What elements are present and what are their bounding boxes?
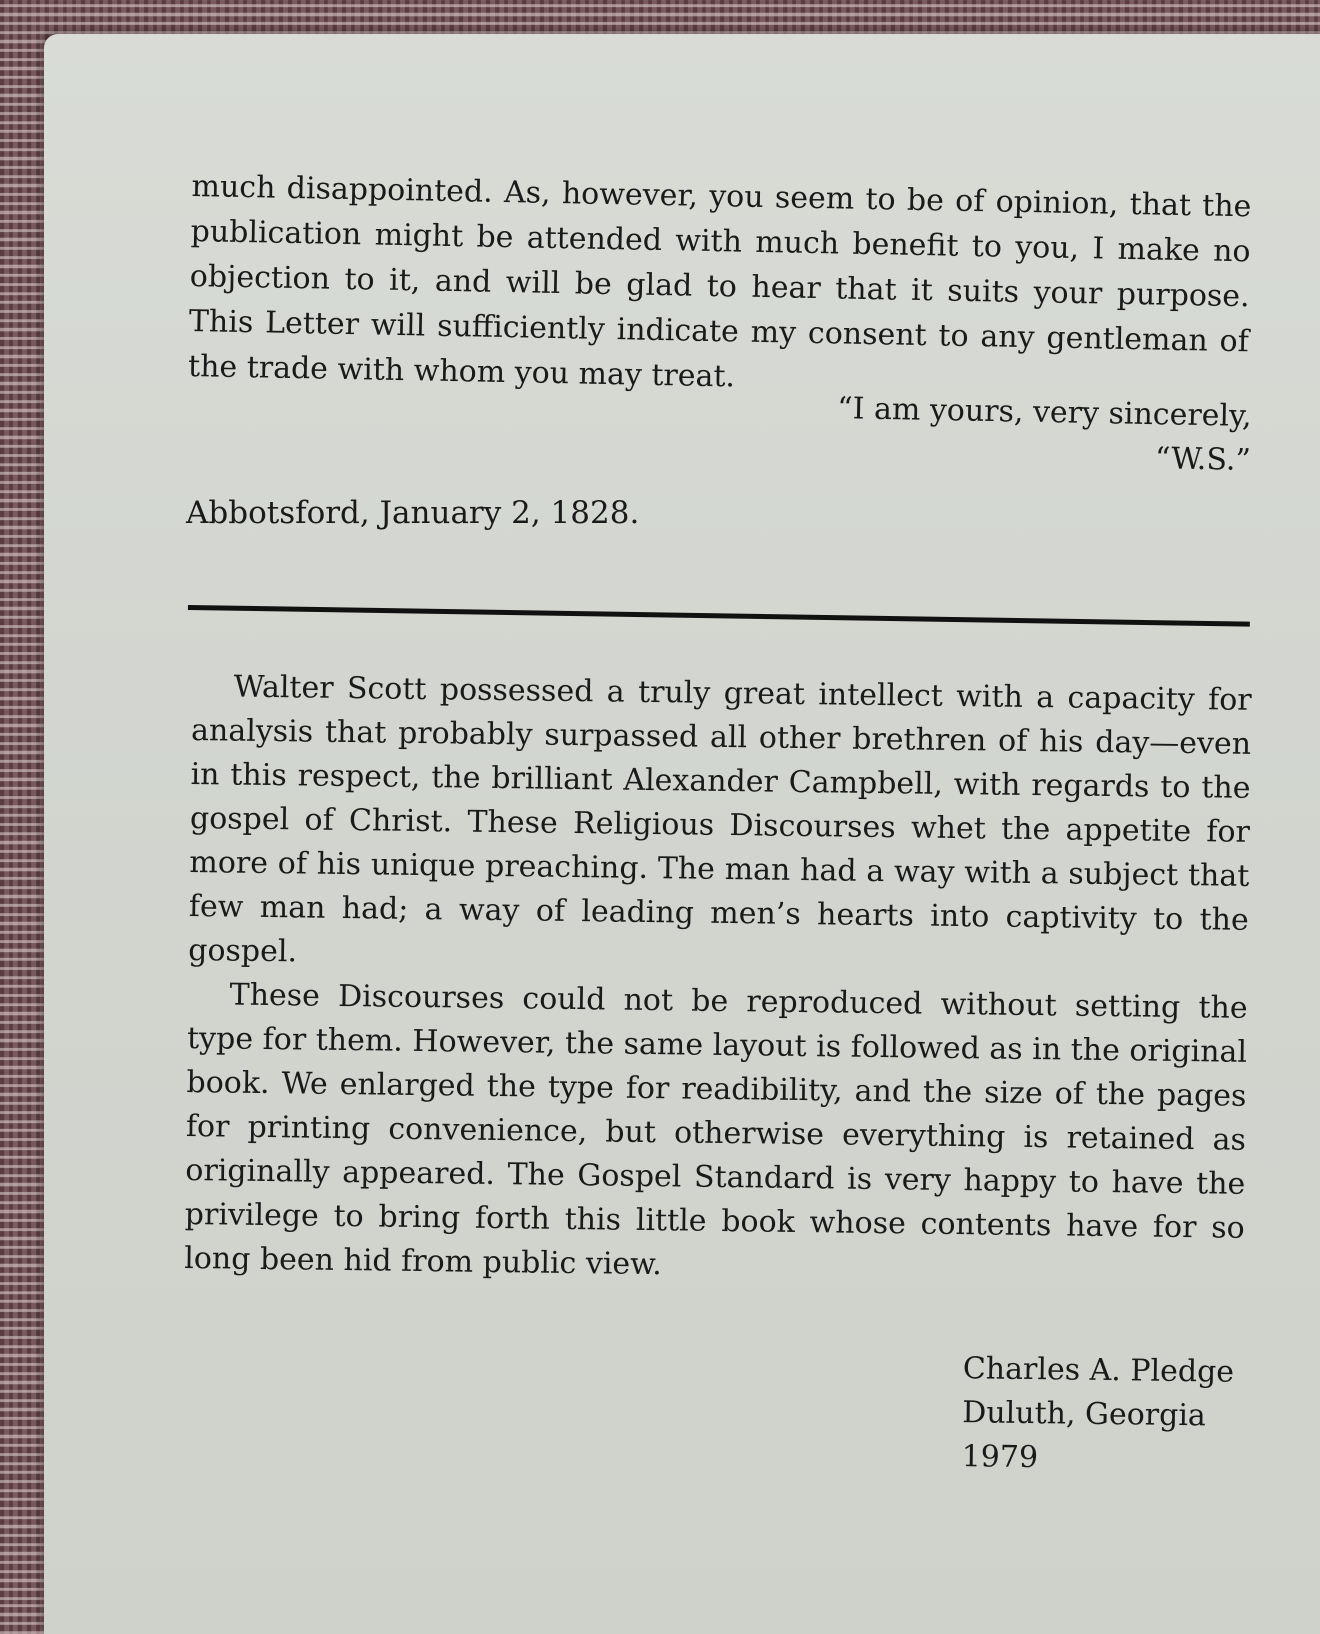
- editor-note: [181, 665, 1251, 1483]
- place-date: Abbotsford, January 2, 1828.: [186, 495, 640, 531]
- signature-year: 1979: [961, 1439, 1039, 1476]
- book-page: [44, 34, 1320, 1634]
- initials: “W.S.”: [1154, 441, 1252, 478]
- letter-paragraph: much disappointed. As, however, you seem to be of opinion, that the publication might be attended with much benefit to you, I make no objection to it, and will be glad to hear that it suits your purpose. This Letter will sufficiently indicate my consent to any gentleman of the trade with whom you may treat.: [187, 168, 1252, 395]
- signature-name: Charles A. Pledge: [962, 1351, 1235, 1390]
- page-content: [184, 164, 1252, 1476]
- note-paragraph-1: Walter Scott possessed a truly great intellect with a capacity for analysis that probably surpassed all other brethren of his day—even in this respect, the brilliant Alexander Campbell, with regards to the gospel of Christ. These Religious Discourses whet the appetite for more of his unique preaching. The man had a way with a subject that few man had; a way of leading men’s hearts into captivity to the gospel.: [188, 669, 1252, 970]
- divider-rule: [188, 605, 1250, 627]
- signature-block: [961, 1347, 1243, 1483]
- note-paragraph-2: These Discourses could not be reproduced without setting the type for them. However, the same layout is followed as in the original book. We enlarged the type for readibility, and the size of the pages for printing convenience, but otherwise everything is retained as originally appeared. The Gospel Standard is very happy to have the privilege to bring forth this little book whose contents have for so long been hid from public view.: [184, 977, 1248, 1283]
- closing-line: “I am yours, very sincerely,: [836, 391, 1252, 434]
- signature-location: Duluth, Georgia: [962, 1395, 1207, 1434]
